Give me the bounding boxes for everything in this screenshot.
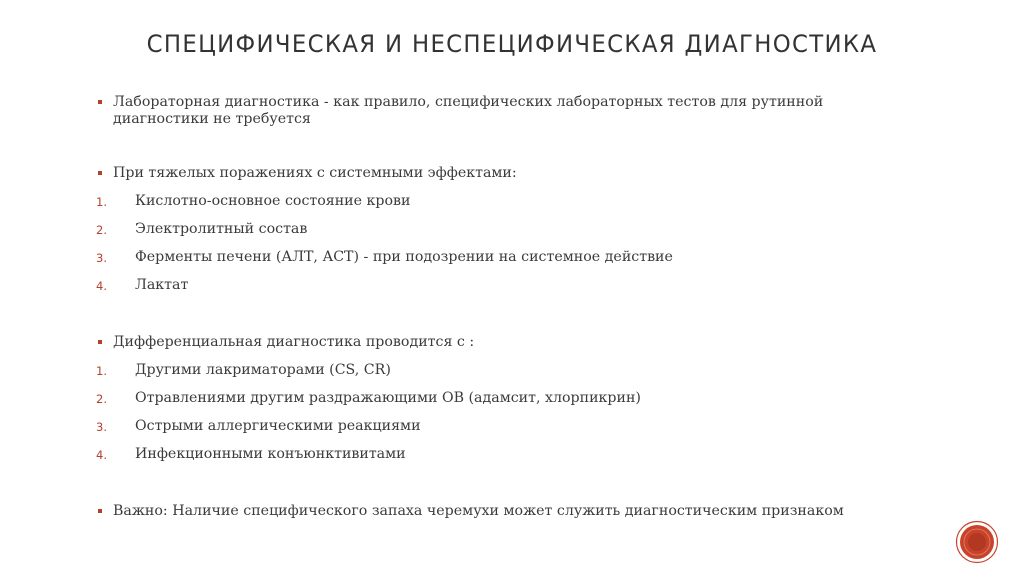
page-title: СПЕЦИФИЧЕСКАЯ И НЕСПЕЦИФИЧЕСКАЯ ДИАГНОСТИКА: [146, 30, 878, 58]
bullet-marker: [98, 100, 102, 104]
list-text: Электролитный состав: [135, 221, 308, 237]
list-number: 3.: [96, 251, 107, 265]
list-text: Ферменты печени (АЛТ, АСТ) - при подозрении на системное действие: [135, 249, 673, 265]
list-number: 4.: [96, 279, 107, 293]
bullet-marker: [98, 340, 102, 344]
bullet-text: Важно: Наличие специфического запаха черемухи может служить диагностическим признаком: [113, 503, 844, 519]
bullet-marker: [98, 171, 102, 175]
list-number: 1.: [96, 195, 107, 209]
bullet-text: Дифференциальная диагностика проводится с :: [113, 334, 475, 350]
list-text: Другими лакриматорами (CS, CR): [135, 362, 391, 378]
circle-emblem-icon: [955, 520, 999, 564]
list-text: Инфекционными конъюнктивитами: [135, 446, 406, 462]
list-text: Лактат: [135, 277, 189, 293]
bullet-marker: [98, 509, 102, 513]
list-text: Кислотно-основное состояние крови: [135, 193, 411, 209]
list-number: 2.: [96, 392, 107, 406]
bullet-text: При тяжелых поражениях с системными эффектами:: [113, 165, 517, 181]
list-number: 2.: [96, 223, 107, 237]
list-text: Отравлениями другим раздражающими ОВ (адамсит, хлорпикрин): [135, 390, 641, 406]
list-number: 3.: [96, 420, 107, 434]
list-number: 1.: [96, 364, 107, 378]
list-number: 4.: [96, 448, 107, 462]
list-text: Острыми аллергическими реакциями: [135, 418, 421, 434]
bullet-text: Лабораторная диагностика - как правило, специфических лабораторных тестов для рутинной диагностики не требуется: [113, 94, 824, 127]
